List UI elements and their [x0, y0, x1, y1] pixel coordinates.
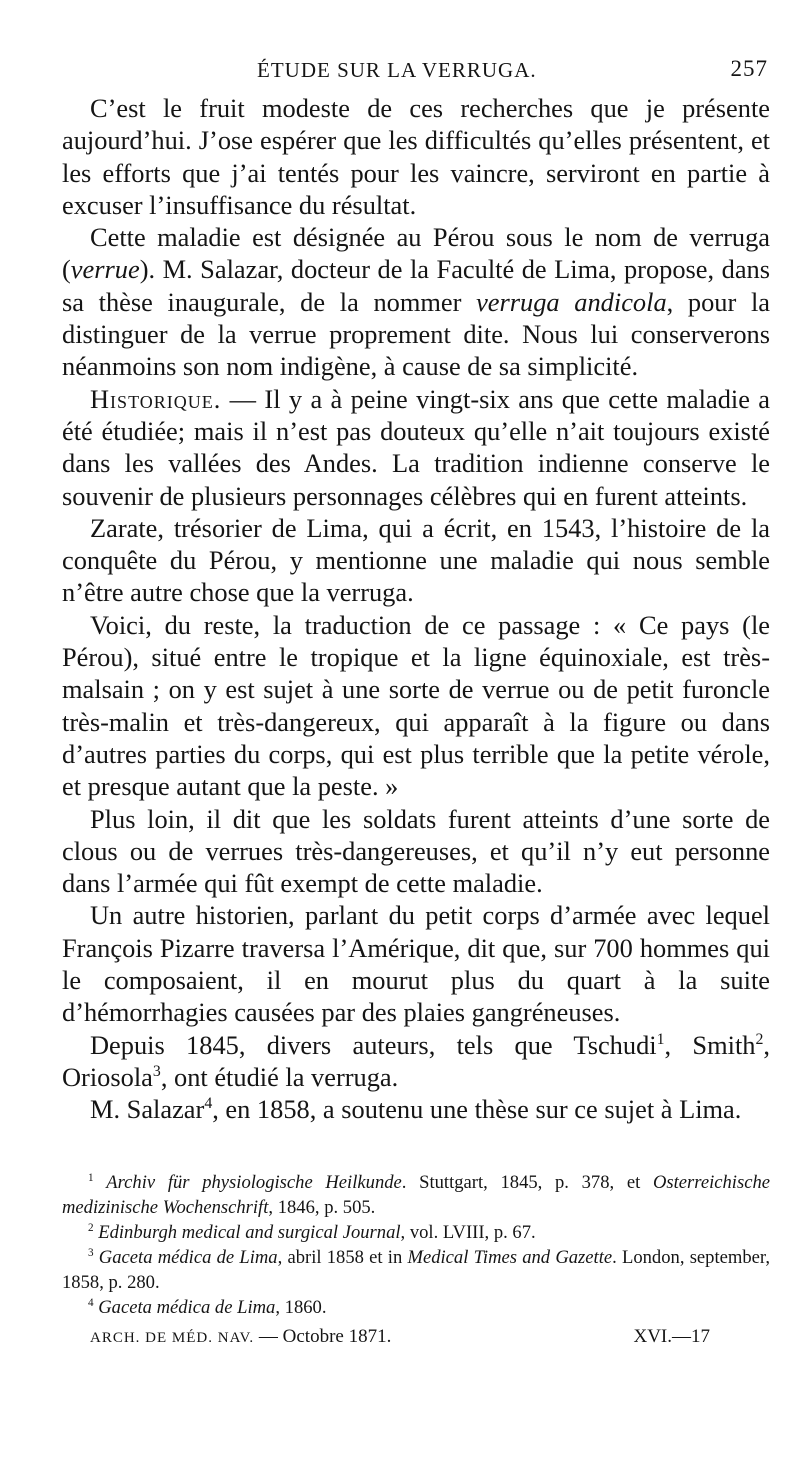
footnote-ref: 3: [152, 1063, 161, 1081]
document-page: [62, 52, 770, 1354]
paragraph: Voici, du reste, la traduction de ce passage : « Ce pays (le Pérou), situé entre le tropique et la ligne équinoxiale, est très-malsain ; on y est sujet à une sorte de verrue ou de petit furoncle très-malin et très-dangereux, qui apparaît à la figure ou dans d’autres parties du corps, qui est plus terrible que la petite vérole, et presque autant que la peste. »: [62, 609, 770, 802]
paragraph: Depuis 1845, divers auteurs, tels que Tschudi$^1$, Smith$^2$, Oriosola$^3$, ont étudié la verruga.: [62, 1029, 771, 1092]
paragraph: M. Salazar$^4$, en 1858, a soutenu une thèse sur ce sujet à Lima.: [90, 1094, 742, 1125]
paragraph: Cette maladie est désignée au Pérou sous le nom de verruga (verrue). M. Salazar, docteur de la Faculté de Lima, propose, dans sa thèse inaugurale, de la nommer verruga andicola, pour la distinguer de la verrue proprement dite. Nous lui conserverons néanmoins son nom indigène, à cause de sa simplicité.: [62, 222, 771, 382]
footnote: $^4$ Gaceta médica de Lima, 1860.: [88, 1296, 327, 1318]
journal-name: ARCH. DE MÉD. NAV.: [90, 1329, 255, 1346]
footnote: $^3$ Gaceta médica de Lima, abril 1858 et in Medical Times and Gazette. London, september, 1858, p. 280.: [62, 1246, 771, 1293]
footnote-ref: 2: [755, 1030, 764, 1048]
footnote-ref: 1: [656, 1030, 665, 1048]
paragraph: Zarate, trésorier de Lima, qui a écrit, en 1543, l’histoire de la conquête du Pérou, y mentionne une maladie qui nous semble n’être autre chose que la verruga.: [62, 512, 770, 608]
section-heading: Historique.: [90, 383, 222, 414]
running-header: [62, 52, 770, 92]
issue-date: — Octobre 1871.: [254, 1325, 392, 1347]
footnote-ref: 4: [204, 1095, 213, 1113]
paragraph: Plus loin, il dit que les soldats furent atteints d’une sorte de clous ou de verrues très-dangereuses, et qu’il n’y eut personne dans l’armée qui fût exempt de cette maladie.: [62, 803, 770, 899]
running-title: ÉTUDE SUR LA VERRUGA.: [257, 58, 537, 82]
page-footer: [62, 1326, 770, 1354]
footnotes: [62, 1170, 770, 1320]
page-number: 257: [730, 56, 768, 81]
footnote: $^1$ Archiv für physiologische Heilkunde. Stuttgart, 1845, p. 378, et Osterreichische medizinische Wochenschrift, 1846, p. 505.: [62, 1171, 770, 1218]
paragraph: Historique. — Il y a à peine vingt-six ans que cette maladie a été étudiée; mais il n’est pas douteux qu’elle n’ait toujours existé dans les vallées des Andes. La tradition indienne conserve le souvenir de plusieurs personnages célèbres qui en furent atteints.: [62, 383, 770, 511]
paragraph: C’est le fruit modeste de ces recherches que je présente aujourd’hui. J’ose espérer que les difficultés qu’elles présentent, et les efforts que j’ai tentés pour les vaincre, serviront en partie à excuser l’insuffisance du résultat.: [62, 93, 770, 220]
signature-mark: XVI.—17: [633, 1325, 710, 1347]
paragraph: Un autre historien, parlant du petit corps d’armée avec lequel François Pizarre traversa l’Amérique, dit que, sur 700 hommes qui le composaient, il en mourut plus du quart à la suite d’hémorrhagies causées par des plaies gangréneuses.: [62, 900, 770, 1028]
footnote: $^2$ Edinburgh medical and surgical Journal, vol. LVIII, p. 67.: [88, 1221, 536, 1243]
body-text: [62, 92, 770, 1126]
footer-citation: [90, 1326, 391, 1348]
